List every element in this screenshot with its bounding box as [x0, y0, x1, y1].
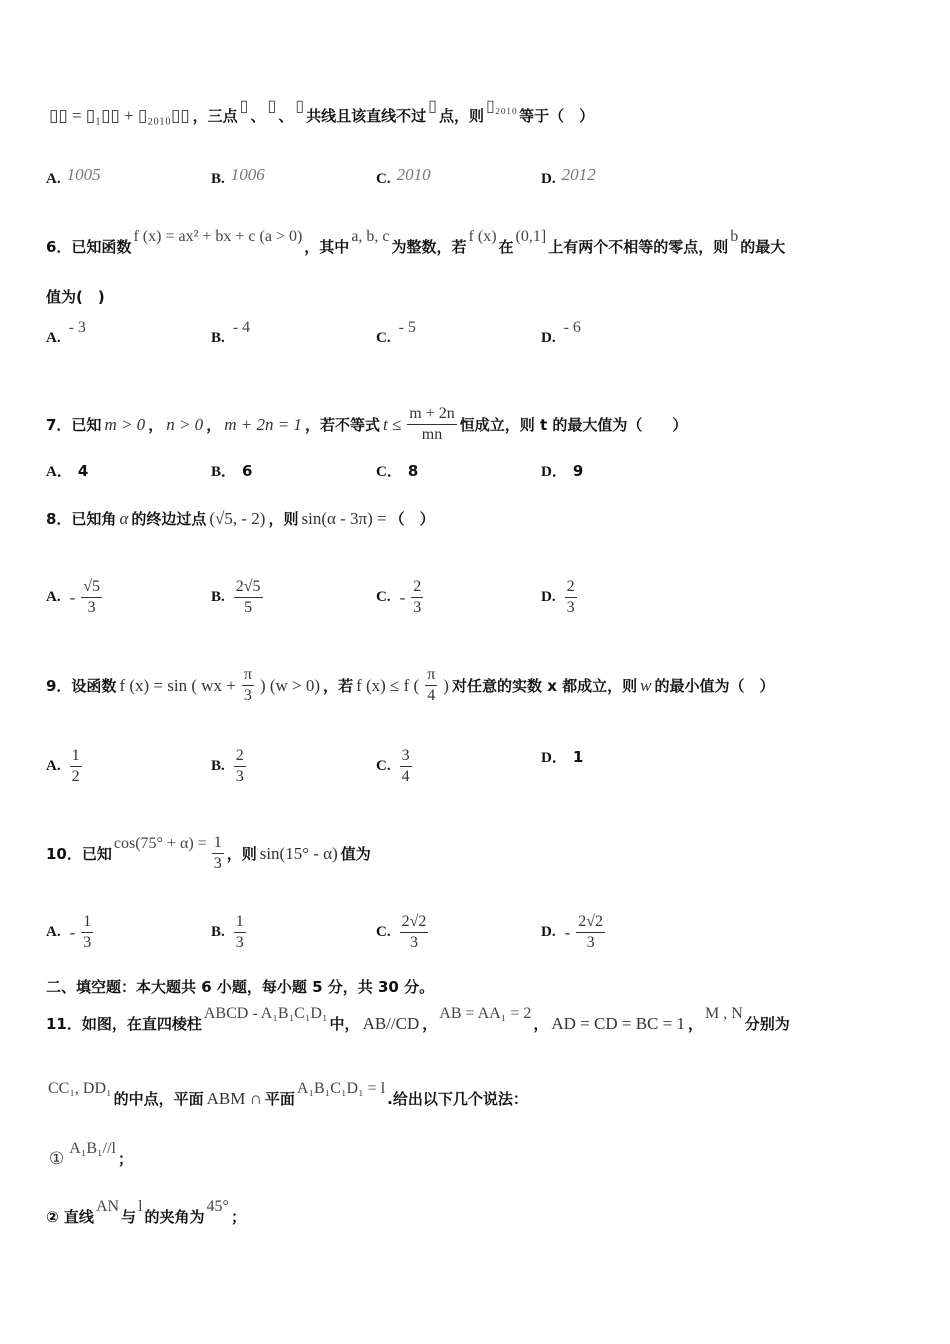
- fraction-denominator: 3: [586, 934, 595, 951]
- fraction-denominator: 3: [409, 934, 418, 951]
- fraction-numerator: 1: [234, 912, 246, 933]
- math-expression: A₁B₁C₁D₁ = l: [296, 1079, 386, 1097]
- text-segment: 对任意的实数 x 都成立，则: [451, 677, 638, 695]
- text-segment: ，则: [268, 510, 299, 528]
- math-expression: ▯: [239, 97, 249, 115]
- text-segment: 8．已知角: [46, 510, 117, 528]
- line-q9-stem: [46, 665, 774, 706]
- fraction: [81, 912, 93, 953]
- option-q8-2[interactable]: [376, 577, 426, 618]
- text-segment: 二、填空题：本大题共 6 小题，每小题 5 分，共 30 分。: [46, 978, 435, 996]
- fraction-numerator: m + 2n: [407, 404, 456, 425]
- math-expression: l: [138, 1197, 143, 1215]
- option-label: A.: [46, 758, 61, 774]
- fraction: [212, 833, 224, 874]
- math-expression: AN: [95, 1197, 120, 1215]
- fraction-numerator: 2: [565, 577, 577, 598]
- text-segment: 10．已知: [46, 845, 112, 863]
- option-q8-0[interactable]: [46, 577, 105, 618]
- fraction: [400, 746, 412, 787]
- option-q9-2[interactable]: [376, 746, 415, 787]
- math-expression: ①: [49, 1148, 65, 1168]
- math-expression: ) (w > 0): [259, 675, 321, 695]
- fraction-numerator: √5: [81, 577, 102, 598]
- fraction: [242, 665, 254, 706]
- math-expression: AD = CD = BC = 1: [551, 1013, 685, 1033]
- option-label: B.: [211, 170, 225, 187]
- text-segment: 6: [242, 461, 253, 480]
- fraction: [565, 577, 577, 618]
- math-expression: ABCD - A₁B₁C₁D₁: [203, 1004, 328, 1022]
- text-segment: ，三点: [192, 107, 238, 125]
- math-expression: cos(75° + α) =: [113, 834, 207, 852]
- option-q8-1[interactable]: [211, 577, 266, 618]
- fraction: [407, 404, 456, 445]
- option-label: D.: [541, 924, 556, 940]
- math-expression: sin(15° - α): [259, 843, 338, 863]
- fraction: [425, 665, 437, 706]
- math-expression: ▯₂₀₁₀: [485, 97, 518, 115]
- text-segment: 等于（ ）: [519, 107, 595, 125]
- fraction-denominator: 2: [71, 768, 80, 785]
- text-segment: 4: [77, 461, 89, 480]
- option-label: B.: [211, 758, 225, 774]
- fraction-denominator: 3: [235, 768, 244, 785]
- line-q6-stem: [46, 227, 786, 257]
- line-q8-stem: [46, 508, 435, 529]
- fraction: [411, 577, 423, 618]
- fraction-numerator: π: [242, 665, 254, 686]
- math-expression: A₁B₁//l: [69, 1139, 116, 1157]
- fraction-numerator: 3: [400, 746, 412, 767]
- text-segment: 的最小值为（ ）: [654, 677, 775, 695]
- math-expression: 45°: [206, 1197, 229, 1215]
- option-label: C.: [376, 329, 391, 346]
- option-q10-3[interactable]: [541, 912, 608, 953]
- option-label: A.: [46, 170, 61, 187]
- fraction-denominator: 4: [401, 768, 410, 785]
- fraction: [70, 746, 82, 787]
- option-label: A．: [46, 464, 72, 480]
- option-label: B.: [211, 924, 225, 940]
- math-expression: n > 0: [166, 414, 204, 434]
- math-expression: t ≤: [382, 414, 402, 434]
- text-segment: 的夹角为: [144, 1208, 205, 1226]
- math-expression: sin(α - 3π) =: [301, 508, 387, 528]
- option-q5-3[interactable]: [541, 165, 596, 189]
- text-segment: 值为( ): [46, 288, 105, 306]
- option-q9-3[interactable]: [541, 746, 583, 767]
- text-segment: 在: [498, 238, 514, 256]
- option-label: C.: [376, 924, 391, 940]
- text-segment: 9: [572, 461, 584, 480]
- text-segment: 的终边过点: [131, 510, 207, 528]
- math-expression: AB = AA₁ = 2: [439, 1004, 532, 1022]
- math-expression: a, b, c: [351, 227, 390, 245]
- math-expression: (√5, - 2): [209, 508, 266, 528]
- option-label: B．: [211, 464, 237, 480]
- option-label: B.: [211, 589, 225, 605]
- text-segment: 7．已知: [46, 416, 102, 434]
- option-label: A.: [46, 329, 61, 346]
- line-q11-stem-2: [46, 1079, 528, 1109]
- math-expression: m > 0: [104, 414, 146, 434]
- fraction: [234, 912, 246, 953]
- option-q7-0[interactable]: [46, 460, 88, 481]
- text-segment: 恒成立，则 t 的最大值为（ ）: [459, 416, 688, 434]
- math-expression: -: [69, 922, 76, 942]
- text-segment: 9．设函数: [46, 677, 117, 695]
- math-expression: ▯: [295, 97, 305, 115]
- text-segment: 8: [407, 461, 419, 480]
- text-segment: 平面: [264, 1090, 295, 1108]
- text-segment: ，若: [323, 677, 354, 695]
- text-segment: ，若不等式: [304, 416, 380, 434]
- text-segment: 为整数，若: [391, 238, 467, 256]
- math-expression: 1005: [66, 165, 101, 184]
- fraction: [234, 746, 246, 787]
- option-q6-3[interactable]: [541, 319, 583, 347]
- math-expression: CC₁, DD₁: [48, 1079, 112, 1097]
- fraction-numerator: π: [425, 665, 437, 686]
- option-q7-1[interactable]: [211, 460, 252, 481]
- option-q7-2[interactable]: [376, 460, 418, 481]
- math-expression: 1006: [230, 165, 265, 184]
- math-expression: -: [399, 587, 406, 607]
- math-expression: m + 2n = 1: [224, 414, 302, 434]
- line-q10-stem: [46, 833, 371, 874]
- math-expression: -: [564, 922, 571, 942]
- fraction-denominator: 4: [427, 687, 436, 704]
- text-segment: ；: [230, 1208, 246, 1226]
- option-q6-0[interactable]: [46, 319, 88, 347]
- fraction-denominator: 3: [83, 934, 92, 951]
- text-segment: 1: [572, 747, 584, 766]
- math-expression: AB//CD: [362, 1013, 420, 1033]
- math-expression: ▯▯ = ▯₁▯▯ + ▯₂₀₁₀▯▯: [49, 105, 190, 125]
- option-q10-0[interactable]: [46, 912, 96, 953]
- text-segment: .给出以下几个说法：: [387, 1090, 528, 1108]
- option-label: B.: [211, 329, 225, 346]
- option-q5-2[interactable]: [376, 165, 431, 189]
- text-segment: 、: [250, 107, 266, 125]
- option-label: A.: [46, 589, 61, 605]
- math-expression: -: [69, 587, 76, 607]
- option-q5-1[interactable]: [211, 165, 265, 189]
- math-expression: 2012: [561, 165, 596, 184]
- math-expression: α: [119, 508, 129, 528]
- line-q5-stem: [46, 97, 595, 126]
- option-q10-2[interactable]: [376, 912, 431, 953]
- option-label: C.: [376, 170, 391, 187]
- text-segment: ；: [117, 1150, 133, 1168]
- text-segment: ，: [148, 416, 164, 434]
- option-label: A.: [46, 924, 61, 940]
- text-segment: ，其中: [304, 238, 350, 256]
- math-expression: - 4: [232, 319, 251, 336]
- fraction-numerator: 1: [212, 833, 224, 854]
- text-segment: 的最大: [740, 238, 786, 256]
- text-segment: 分别为: [744, 1015, 790, 1033]
- text-segment: ，: [687, 1015, 703, 1033]
- fraction: [400, 912, 429, 953]
- option-q5-0[interactable]: [46, 165, 101, 189]
- math-expression: ▯: [428, 97, 437, 115]
- text-segment: 6．已知函数: [46, 238, 132, 256]
- text-segment: 、: [278, 107, 294, 125]
- line-q11-stem: [46, 1004, 790, 1034]
- math-expression: (0,1]: [515, 227, 547, 245]
- text-segment: ，: [422, 1015, 438, 1033]
- math-expression: f (x) = sin ( wx +: [119, 675, 236, 695]
- math-expression: ): [443, 675, 449, 695]
- line-q11-s2: [46, 1197, 246, 1227]
- text-segment: ，: [533, 1015, 549, 1033]
- math-expression: w: [640, 675, 652, 695]
- fraction-denominator: mn: [421, 426, 443, 443]
- fraction-denominator: 3: [413, 599, 422, 616]
- option-label: D.: [541, 329, 556, 346]
- text-segment: 的中点，平面: [113, 1090, 204, 1108]
- option-label: D.: [541, 589, 556, 605]
- math-expression: ▯: [267, 97, 277, 115]
- option-q7-3[interactable]: [541, 460, 583, 481]
- fraction-denominator: 3: [243, 687, 252, 704]
- line-q6-stem-2: [46, 286, 105, 307]
- fraction-numerator: 2√2: [576, 912, 605, 933]
- fraction: [576, 912, 605, 953]
- option-label: C.: [376, 589, 391, 605]
- option-q6-2[interactable]: [376, 319, 418, 347]
- fraction: [81, 577, 102, 618]
- math-expression: - 3: [68, 319, 86, 336]
- fraction-numerator: 2: [234, 746, 246, 767]
- math-expression: f (x) ≤ f (: [356, 675, 420, 695]
- fraction-numerator: 1: [70, 746, 82, 767]
- text-segment: 点，则: [438, 107, 484, 125]
- option-label: C.: [376, 758, 391, 774]
- line-section-2: [46, 976, 434, 997]
- option-label: D．: [541, 750, 567, 766]
- math-expression: - 5: [398, 319, 416, 336]
- line-q7-stem: [46, 404, 687, 445]
- option-q9-1[interactable]: [211, 746, 249, 787]
- text-segment: ，则: [226, 845, 257, 863]
- text-segment: （ ）: [389, 510, 435, 528]
- option-q10-1[interactable]: [211, 912, 249, 953]
- fraction-numerator: 2√5: [234, 577, 263, 598]
- fraction-denominator: 3: [87, 599, 96, 616]
- text-segment: 与: [121, 1208, 137, 1226]
- math-expression: 2010: [396, 165, 431, 184]
- option-label: C．: [376, 464, 402, 480]
- option-q6-1[interactable]: [211, 319, 252, 347]
- fraction-numerator: 2√2: [400, 912, 429, 933]
- math-expression: - 6: [563, 319, 581, 336]
- math-expression: M , N: [704, 1004, 743, 1022]
- line-q11-s1: [46, 1139, 133, 1169]
- fraction-numerator: 1: [81, 912, 93, 933]
- fraction-denominator: 3: [213, 855, 222, 872]
- fraction-denominator: 3: [566, 599, 575, 616]
- option-label: D．: [541, 464, 567, 480]
- math-expression: f (x) = ax² + bx + c (a > 0): [133, 227, 303, 245]
- option-label: D.: [541, 170, 556, 187]
- math-expression: b: [730, 227, 739, 245]
- text-segment: 中，: [329, 1015, 360, 1033]
- text-segment: 共线且该直线不过: [306, 107, 427, 125]
- fraction-numerator: 2: [411, 577, 423, 598]
- option-q9-0[interactable]: [46, 746, 85, 787]
- text-segment: 值为: [340, 845, 371, 863]
- fraction: [234, 577, 263, 618]
- text-segment: ，: [206, 416, 222, 434]
- math-expression: ABM ∩: [206, 1088, 262, 1108]
- text-segment: ② 直线: [46, 1208, 94, 1226]
- fraction-denominator: 5: [244, 599, 253, 616]
- option-q8-3[interactable]: [541, 577, 580, 618]
- fraction-denominator: 3: [235, 934, 244, 951]
- text-segment: 上有两个不相等的零点，则: [548, 238, 729, 256]
- math-expression: f (x): [468, 227, 497, 245]
- text-segment: 11．如图，在直四棱柱: [46, 1015, 202, 1033]
